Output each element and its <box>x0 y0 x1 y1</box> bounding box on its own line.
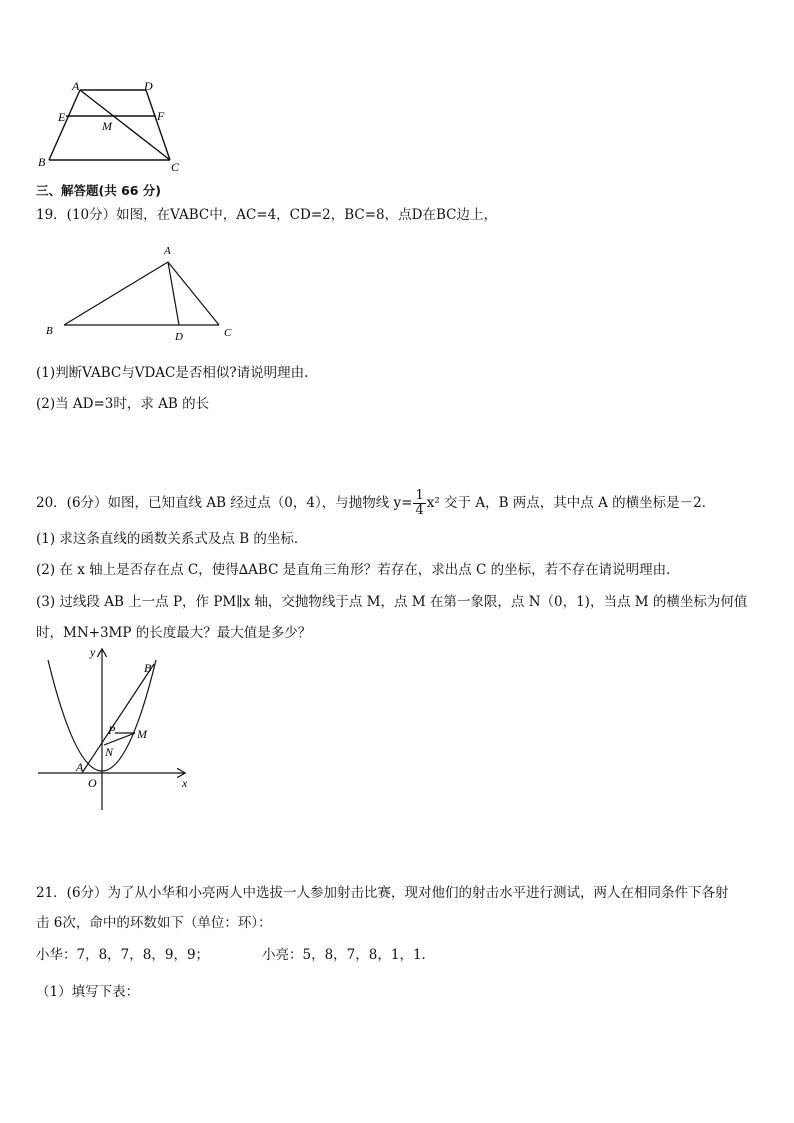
label-d: D <box>144 79 153 93</box>
label-a: A <box>72 79 80 93</box>
segment-dc <box>146 90 170 160</box>
q20-part2: (2) 在 x 轴上是否存在点 C，使得∆ABC 是直角三角形？若存在，求出点 C 的坐标，若不存在请说明理由． <box>36 562 680 578</box>
segment-ac <box>168 262 219 325</box>
label-c: C <box>224 327 232 339</box>
label-b: B <box>38 155 46 169</box>
q20-part1: (1) 求这条直线的函数关系式及点 B 的坐标． <box>36 531 308 547</box>
label-n: N <box>105 745 114 759</box>
trapezoid-figure <box>34 78 186 178</box>
line-ab <box>82 664 154 773</box>
label-m: M <box>137 727 147 741</box>
q21-stem-line1: 21．(6分）为了从小华和小亮两人中选拔一人参加射击比赛，现对他们的射击水平进行测试，两人在相同条件下各射 <box>36 885 729 901</box>
label-b: B <box>144 661 152 675</box>
fraction-denominator: 4 <box>415 503 424 518</box>
segment-ac <box>80 90 170 160</box>
q20-stem-after: x² 交于 A，B 两点，其中点 A 的横坐标是－2． <box>426 495 716 511</box>
fraction-one-quarter <box>413 489 425 518</box>
label-b: B <box>46 325 53 337</box>
label-y: y <box>90 645 96 659</box>
segment-ab <box>64 262 168 325</box>
q20-stem-before: 20．(6分）如图，已知直线 AB 经过点（0，4），与抛物线 y= <box>36 495 413 511</box>
q20-part3-line1: (3) 过线段 AB 上一点 P，作 PM∥x 轴，交抛物线于点 M，点 M 在第一象限，点 N（0，1)，当点 M 的横坐标为何值 <box>36 594 748 610</box>
label-f: F <box>157 109 165 123</box>
q21-xiaohua-scores: 小华：7，8，7，8，9，9； <box>36 947 210 963</box>
triangle-figure <box>40 240 240 340</box>
q19-stem: 19．(10分）如图，在VABC中，AC=4，CD=2，BC=8，点D在BC边上， <box>36 207 497 223</box>
q20-part3-line2: 时，MN+3MP 的长度最大？最大值是多少？ <box>36 625 312 641</box>
label-c: C <box>171 160 180 174</box>
q21-xiaoliang-scores: 小亮：5，8，7，8，1，1． <box>262 947 436 963</box>
label-d: D <box>175 331 183 340</box>
q19-part1: (1)判断VABC与VDAC是否相似?请说明理由. <box>36 365 309 381</box>
label-e: E <box>58 110 66 124</box>
q21-part1: （1）填写下表： <box>36 984 140 1000</box>
label-a: A <box>76 760 84 774</box>
label-a: A <box>164 245 171 257</box>
q21-stem-line2: 击 6次，命中的环数如下（单位：环）： <box>36 915 272 931</box>
parabola-figure <box>34 642 194 814</box>
section-header: 三、解答题(共 66 分) <box>36 183 162 198</box>
fraction-numerator: 1 <box>415 488 424 503</box>
segment-ad <box>168 262 179 325</box>
label-x: x <box>182 776 188 790</box>
label-m: M <box>102 119 112 133</box>
q20-stem <box>36 487 715 519</box>
label-p: P <box>108 723 116 737</box>
segment-ab <box>49 90 80 160</box>
label-o: O <box>88 776 97 790</box>
q19-part2: (2)当 AD=3时，求 AB 的长 <box>36 396 210 412</box>
